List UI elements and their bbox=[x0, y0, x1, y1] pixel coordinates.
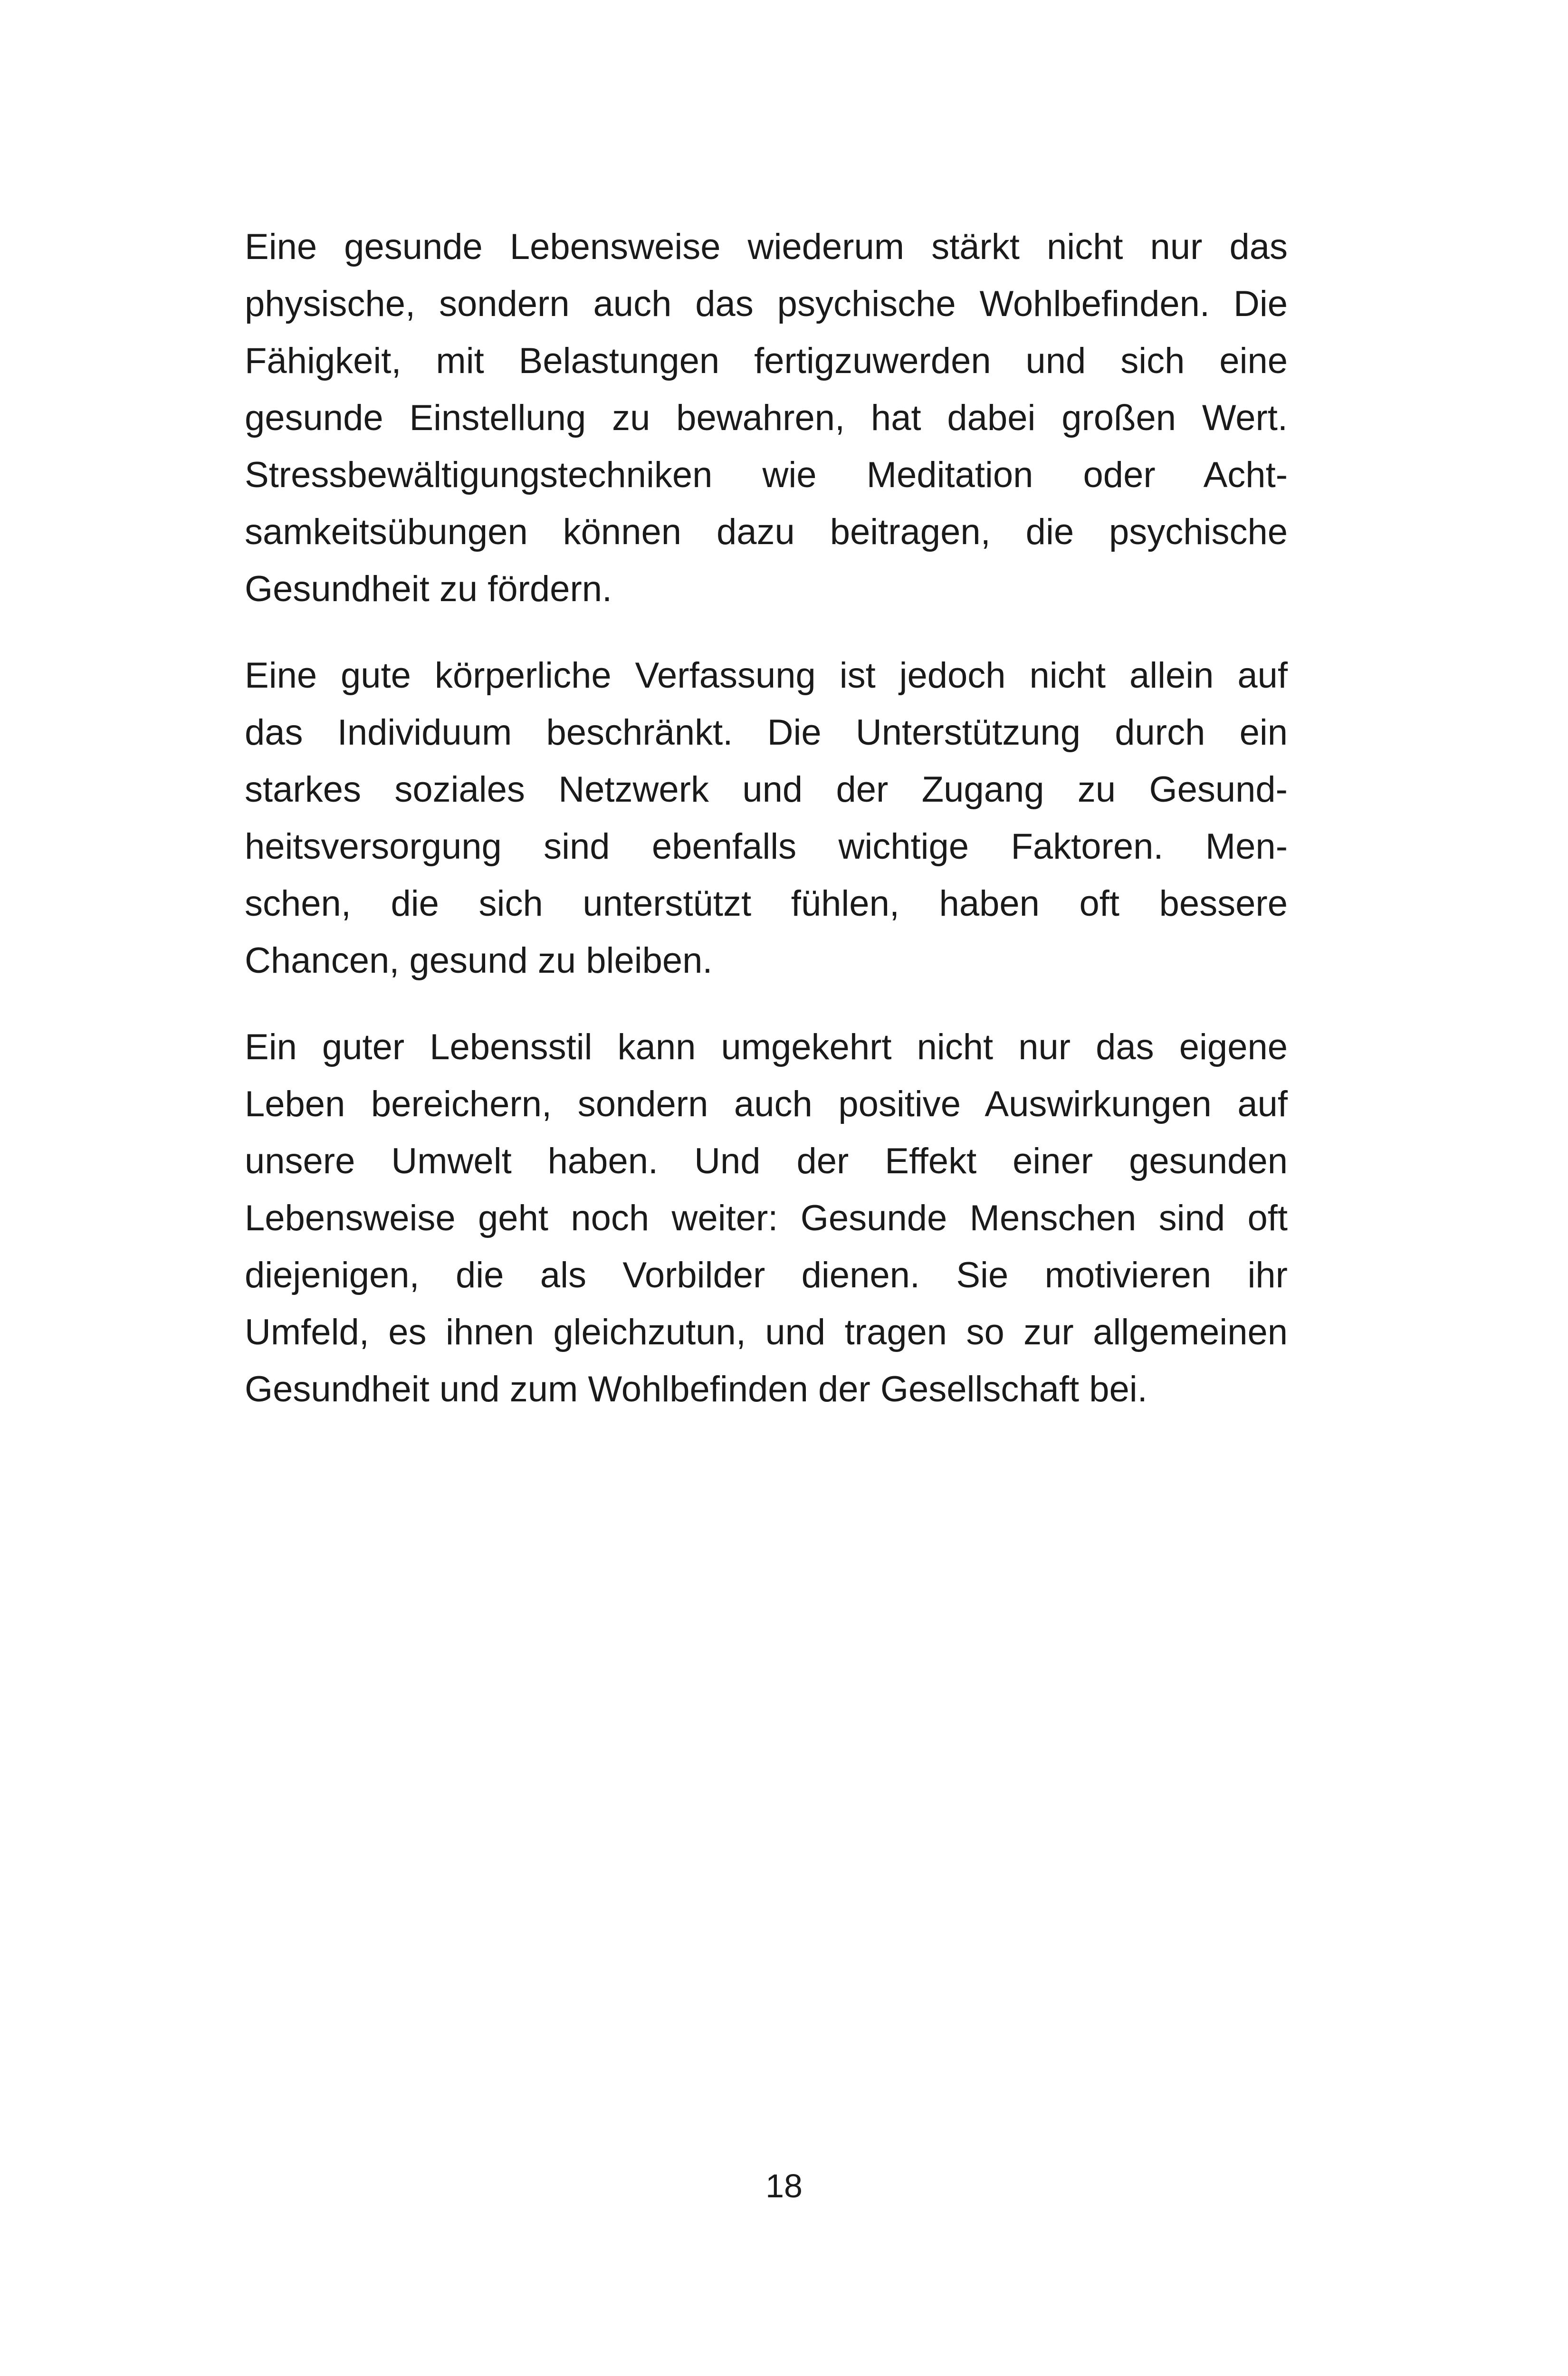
page-number: 18 bbox=[765, 2167, 803, 2204]
text-line: Chancen, gesund zu bleiben. bbox=[245, 940, 713, 981]
text-line: Leben bereichern, sondern auch positive Auswirkungen auf bbox=[245, 1084, 1288, 1124]
text-line: heitsversorgung sind ebenfalls wichtige Faktoren. Men- bbox=[245, 826, 1288, 867]
text-line: diejenigen, die als Vorbilder dienen. Sie motivieren ihr bbox=[245, 1255, 1288, 1295]
text-line: schen, die sich unterstützt fühlen, haben oft bessere bbox=[245, 883, 1288, 924]
text-line: Gesundheit und zum Wohlbefinden der Gesellschaft bei. bbox=[245, 1369, 1147, 1409]
paragraph-2 bbox=[245, 647, 1288, 989]
text-line: Umfeld, es ihnen gleichzutun, und tragen so zur allgemeinen bbox=[245, 1312, 1288, 1352]
paragraph-3 bbox=[245, 1019, 1288, 1418]
text-line: das Individuum beschränkt. Die Unterstützung durch ein bbox=[245, 712, 1288, 753]
text-line: Stressbewältigungstechniken wie Meditation oder Acht- bbox=[245, 455, 1288, 495]
text-line: Eine gesunde Lebensweise wiederum stärkt nicht nur das bbox=[245, 227, 1288, 267]
paragraph-1 bbox=[245, 219, 1288, 618]
text-line: Ein guter Lebensstil kann umgekehrt nicht nur das eigene bbox=[245, 1027, 1288, 1067]
text-line: Gesundheit zu fördern. bbox=[245, 569, 612, 609]
text-line: unsere Umwelt haben. Und der Effekt einer gesunden bbox=[245, 1141, 1288, 1181]
text-line: Fähigkeit, mit Belastungen fertigzuwerden und sich eine bbox=[245, 341, 1288, 381]
text-line: gesunde Einstellung zu bewahren, hat dabei großen Wert. bbox=[245, 398, 1288, 438]
text-line: Lebensweise geht noch weiter: Gesunde Menschen sind oft bbox=[245, 1198, 1288, 1238]
text-line: starkes soziales Netzwerk und der Zugang zu Gesund- bbox=[245, 769, 1288, 810]
text-line: samkeitsübungen können dazu beitragen, die psychische bbox=[245, 512, 1288, 552]
text-line: Eine gute körperliche Verfassung ist jedoch nicht allein auf bbox=[245, 655, 1288, 696]
text-line: physische, sondern auch das psychische Wohlbefinden. Die bbox=[245, 284, 1288, 324]
body-text bbox=[245, 219, 1288, 1447]
